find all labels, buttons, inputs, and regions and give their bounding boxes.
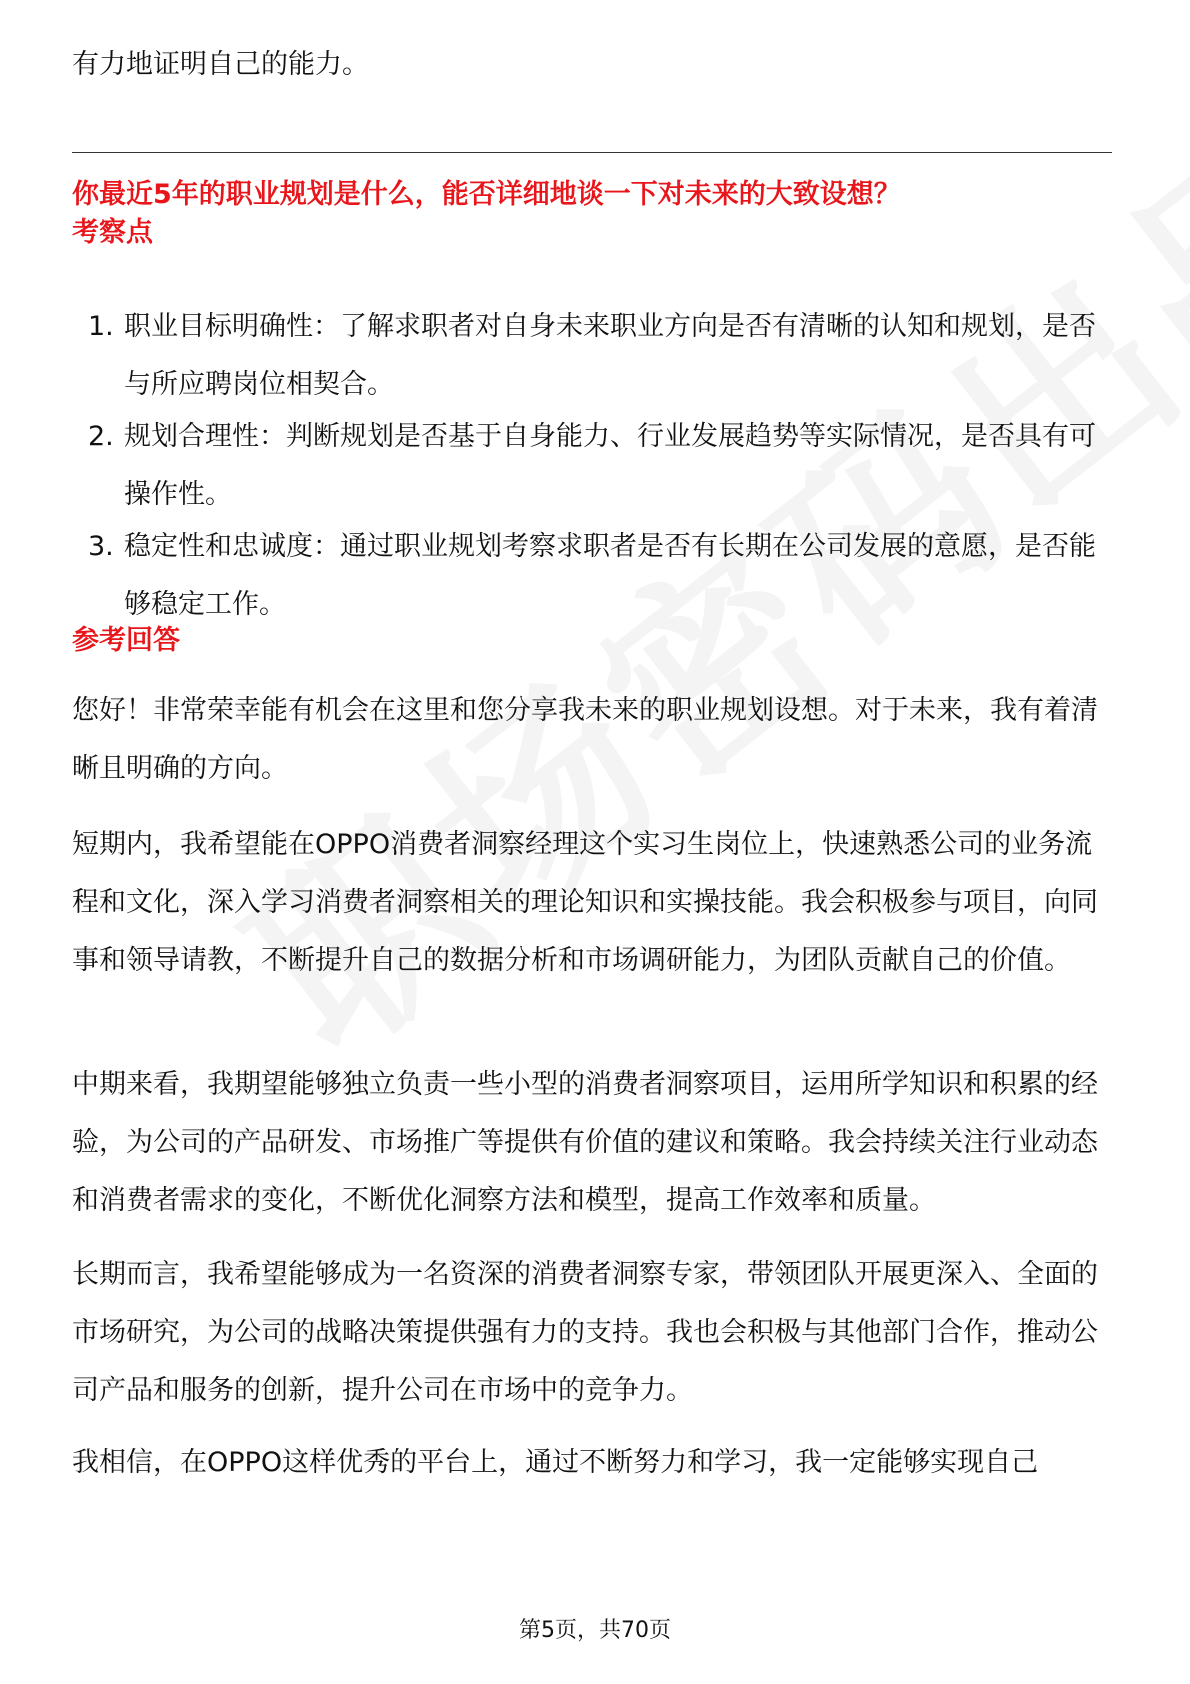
- list-item-text: 职业目标明确性：了解求职者对自身未来职业方向是否有清晰的认知和规划，是否与所应聘岗位相契合。: [124, 311, 1096, 400]
- list-item-text: 规划合理性：判断规划是否基于自身能力、行业发展趋势等实际情况，是否具有可操作性。: [124, 421, 1096, 510]
- reference-answer-heading: 参考回答: [72, 625, 180, 656]
- answer-paragraph: 短期内，我希望能在OPPO消费者洞察经理这个实习生岗位上，快速熟悉公司的业务流程和文化，深入学习消费者洞察相关的理论知识和实操技能。我会积极参与项目，向同事和领导请教，不断提升自己的数据分析和市场调研能力，为团队贡献自己的价值。: [72, 829, 1098, 976]
- answer-paragraph: 中期来看，我期望能够独立负责一些小型的消费者洞察项目，运用所学知识和积累的经验，为公司的产品研发、市场推广等提供有价值的建议和策略。我会持续关注行业动态和消费者需求的变化，不断优化洞察方法和模型，提高工作效率和质量。: [72, 1069, 1098, 1216]
- answer-paragraph: 长期而言，我希望能够成为一名资深的消费者洞察专家，带领团队开展更深入、全面的市场研究，为公司的战略决策提供强有力的支持。我也会积极与其他部门合作，推动公司产品和服务的创新，提升公司在市场中的竞争力。: [72, 1259, 1098, 1406]
- divider: [72, 152, 1112, 153]
- list-number: 1.: [88, 311, 114, 342]
- page-footer: 第5页，共70页: [519, 1618, 671, 1643]
- question-title: 你最近5年的职业规划是什么，能否详细地谈一下对未来的大致设想？: [72, 179, 901, 210]
- list-item: [72, 298, 1112, 414]
- document-page: [72, 0, 1112, 1684]
- answer-paragraph: 我相信，在OPPO这样优秀的平台上，通过不断努力和学习，我一定能够实现自己: [72, 1447, 1039, 1478]
- list-item-text: 稳定性和忠诚度：通过职业规划考察求职者是否有长期在公司发展的意愿，是否能够稳定工作。: [124, 531, 1096, 620]
- list-number: 2.: [88, 421, 114, 452]
- continued-text: 有力地证明自己的能力。: [72, 49, 369, 80]
- list-item: [72, 408, 1112, 524]
- list-item: [72, 518, 1112, 634]
- answer-paragraph: 您好！非常荣幸能有机会在这里和您分享我未来的职业规划设想。对于未来，我有着清晰且明确的方向。: [72, 695, 1098, 784]
- list-number: 3.: [88, 531, 114, 562]
- exam-points-list: [72, 298, 1112, 634]
- exam-points-heading: 考察点: [72, 217, 153, 248]
